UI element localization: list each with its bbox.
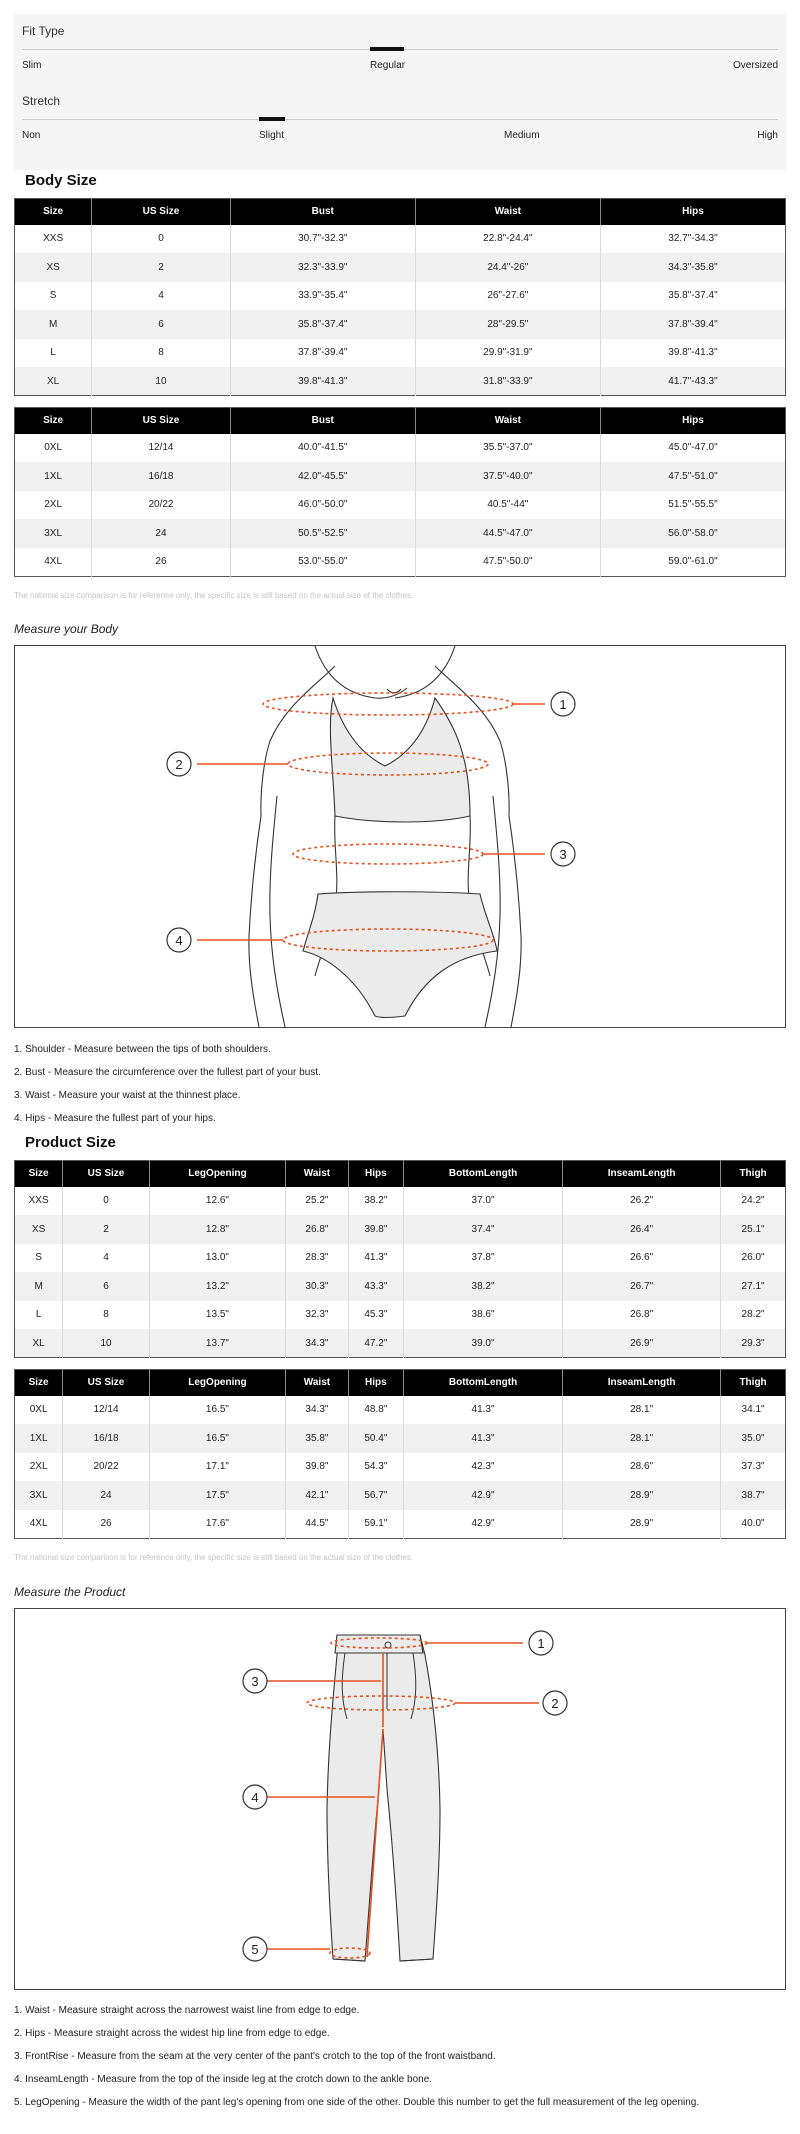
table-cell: 13.7": [149, 1329, 285, 1358]
column-header: US Size: [63, 1370, 150, 1396]
table-cell: 4: [63, 1244, 150, 1273]
column-header: Hips: [348, 1370, 403, 1396]
table-cell: 20/22: [92, 491, 231, 520]
body-note-4: 4. Hips - Measure the fullest part of your hips.: [14, 1113, 216, 1124]
table-row: [15, 1510, 786, 1539]
table-cell: 56.7": [348, 1481, 403, 1510]
table-cell: 25.1": [721, 1215, 786, 1244]
stretch-track: [22, 119, 778, 120]
table-cell: 38.2": [348, 1187, 403, 1216]
table-cell: 37.4": [403, 1215, 562, 1244]
table-cell: 37.8": [403, 1244, 562, 1273]
column-header: LegOpening: [149, 1370, 285, 1396]
table-row: [15, 310, 786, 339]
fit-panel: [14, 14, 786, 170]
table-cell: 47.2": [348, 1329, 403, 1358]
column-header: BottomLength: [403, 1370, 562, 1396]
product-size-reference-note: The national size comparison is for reference only, the specific size is still based on the actual size of the clothes.: [14, 1553, 414, 1562]
column-header: InseamLength: [563, 1161, 721, 1187]
table-cell: 44.5"-47.0": [415, 519, 600, 548]
table-cell: 48.8": [348, 1396, 403, 1425]
table-cell: 24: [92, 519, 231, 548]
table-cell: XL: [15, 1329, 63, 1358]
table-cell: 39.8": [286, 1453, 349, 1482]
table-cell: 41.7"-43.3": [600, 367, 785, 396]
table-cell: 28.9": [563, 1481, 721, 1510]
table-cell: 26.8": [286, 1215, 349, 1244]
table-cell: 40.0": [741, 1518, 765, 1529]
table-cell: 29.3": [721, 1329, 786, 1358]
column-header: LegOpening: [149, 1161, 285, 1187]
column-header: Size: [15, 199, 92, 225]
fit-type-option-slim: Slim: [22, 60, 42, 71]
table-cell: 35.8": [286, 1424, 349, 1453]
body-measure-illustration: [14, 645, 786, 1028]
table-cell: 37.3": [741, 1461, 765, 1473]
product-size-title: Product Size: [25, 1134, 116, 1151]
table-cell: 27.1": [721, 1272, 786, 1301]
table-cell: 10: [92, 367, 231, 396]
table-cell: 42.0"-45.5": [230, 462, 415, 491]
table-cell: 2XL: [15, 491, 92, 520]
marker-4-label: 4: [175, 933, 183, 948]
table-cell: 2XL: [15, 1453, 63, 1482]
table-cell: 41.3": [403, 1396, 562, 1425]
column-header: US Size: [63, 1161, 150, 1187]
table-cell: 32.3"-33.9": [230, 253, 415, 282]
table-cell: 26.8": [563, 1301, 721, 1330]
stretch-label: Stretch: [22, 94, 61, 108]
table-cell: 47.5"-51.0": [600, 462, 785, 491]
table-cell: 8: [92, 339, 231, 368]
table-cell: 59.0"-61.0": [668, 556, 718, 567]
body-note-1: 1. Shoulder - Measure between the tips of both shoulders.: [14, 1044, 271, 1055]
stretch-option-slight: Slight: [259, 130, 285, 141]
table-row: [15, 1272, 786, 1301]
table-row: [15, 1187, 786, 1216]
table-cell: 32.7"-34.3": [668, 233, 718, 245]
product-note-5: 5. LegOpening - Measure the width of the pant leg's opening from one side of the other. Double this number to get the full measurement of the leg opening.: [14, 2097, 700, 2108]
table-cell: L: [15, 1301, 63, 1330]
table-cell: 30.3": [286, 1272, 349, 1301]
stretch-option-medium: Medium: [504, 130, 540, 141]
table-row: [15, 282, 786, 311]
column-header: Waist: [286, 1370, 349, 1396]
fit-type-option-regular: Regular: [370, 60, 406, 71]
stretch-option-non: Non: [22, 130, 41, 141]
column-header: Hips: [348, 1161, 403, 1187]
table-cell: 10: [63, 1329, 150, 1358]
table-cell: 28.2": [741, 1309, 765, 1321]
table-cell: XS: [15, 1215, 63, 1244]
table-cell: 26: [63, 1510, 150, 1539]
table-cell: XXS: [15, 1187, 63, 1216]
table-cell: 17.6": [149, 1510, 285, 1539]
table-cell: M: [15, 1272, 63, 1301]
column-header: Bust: [230, 408, 415, 434]
table-cell: 17.1": [149, 1453, 285, 1482]
table-cell: 37.5"-40.0": [415, 462, 600, 491]
table-cell: 3XL: [15, 519, 92, 548]
table-row: [15, 519, 786, 548]
table-cell: 42.9": [403, 1481, 562, 1510]
table-cell: 13.5": [149, 1301, 285, 1330]
marker-3-label: 3: [559, 847, 567, 862]
table-cell: 0XL: [15, 1396, 63, 1425]
table-cell: 28.3": [286, 1244, 349, 1273]
measure-product-heading: Measure the Product: [14, 1585, 126, 1599]
table-cell: 41.3": [348, 1244, 403, 1273]
table-cell: 59.1": [348, 1510, 403, 1539]
table-cell: 44.5": [286, 1510, 349, 1539]
table-cell: 45.3": [348, 1301, 403, 1330]
table-cell: 41.3": [403, 1424, 562, 1453]
table-header-row: [15, 408, 786, 434]
product-note-1: 1. Waist - Measure straight across the narrowest waist line from edge to edge.: [14, 2005, 360, 2016]
pants-figure-icon: [15, 1609, 785, 1989]
table-cell: 2: [63, 1215, 150, 1244]
table-cell: 56.0"-58.0": [600, 519, 785, 548]
table-cell: 1XL: [15, 1424, 63, 1453]
table-cell: 0: [92, 225, 231, 254]
table-cell: 16.5": [149, 1424, 285, 1453]
table-cell: 12.8": [149, 1215, 285, 1244]
table-row: [15, 253, 786, 282]
table-cell: 43.3": [348, 1272, 403, 1301]
marker-2-label: 2: [175, 757, 183, 772]
column-header: Thigh: [721, 1370, 786, 1396]
table-cell: 4: [92, 282, 231, 311]
column-header: US Size: [92, 199, 231, 225]
table-cell: 8: [63, 1301, 150, 1330]
table-cell: 45.0"-47.0": [668, 442, 718, 454]
table-cell: 12/14: [92, 434, 231, 463]
table-cell: 50.4": [348, 1424, 403, 1453]
table-cell: 0XL: [15, 434, 92, 463]
marker-1-label: 1: [537, 1636, 545, 1651]
table-cell: 28.6": [563, 1453, 721, 1482]
column-header: Bust: [230, 199, 415, 225]
table-cell: XXS: [15, 225, 92, 254]
product-note-3: 3. FrontRise - Measure from the seam at the very center of the pant's crotch to the top of the front waistband.: [14, 2051, 496, 2062]
table-row: [15, 548, 786, 577]
product-note-4: 4. InseamLength - Measure from the top of the inside leg at the crotch down to the ankle bone.: [14, 2074, 433, 2085]
table-cell: 35.0": [721, 1424, 786, 1453]
table-cell: XS: [15, 253, 92, 282]
body-figure-icon: [15, 646, 785, 1027]
body-size-table-standard: [14, 198, 786, 396]
table-cell: 28"-29.5": [415, 310, 600, 339]
marker-1-label: 1: [559, 697, 567, 712]
table-row: [15, 1215, 786, 1244]
table-cell: 16/18: [92, 462, 231, 491]
table-row: [15, 1301, 786, 1330]
table-cell: 13.2": [149, 1272, 285, 1301]
table-header-row: [15, 1370, 786, 1396]
table-row: [15, 462, 786, 491]
table-cell: 4XL: [15, 548, 92, 577]
product-size-table-plus: [14, 1369, 786, 1539]
table-cell: 35.8"-37.4": [230, 310, 415, 339]
table-row: [15, 1424, 786, 1453]
table-cell: 26.0": [741, 1252, 765, 1264]
product-note-2: 2. Hips - Measure straight across the widest hip line from edge to edge.: [14, 2028, 330, 2039]
table-row: [15, 367, 786, 396]
table-cell: 39.8"-41.3": [668, 347, 718, 359]
product-size-table-standard: [14, 1160, 786, 1358]
table-cell: 28.1": [563, 1424, 721, 1453]
column-header: Waist: [415, 199, 600, 225]
table-cell: 1XL: [15, 462, 92, 491]
table-cell: 34.3"-35.8": [600, 253, 785, 282]
table-cell: 17.5": [149, 1481, 285, 1510]
column-header: Size: [15, 1370, 63, 1396]
table-cell: 39.0": [403, 1329, 562, 1358]
table-cell: 29.9"-31.9": [415, 339, 600, 368]
fit-type-option-oversized: Oversized: [732, 60, 778, 71]
column-header: InseamLength: [563, 1370, 721, 1396]
table-header-row: [15, 1161, 786, 1187]
table-cell: 42.1": [286, 1481, 349, 1510]
table-cell: 12/14: [63, 1396, 150, 1425]
table-cell: 34.3": [286, 1329, 349, 1358]
table-cell: 39.8"-41.3": [230, 367, 415, 396]
table-row: [15, 1453, 786, 1482]
table-cell: 37.8"-39.4": [600, 310, 785, 339]
table-cell: L: [15, 339, 92, 368]
table-cell: 38.6": [403, 1301, 562, 1330]
table-cell: 6: [63, 1272, 150, 1301]
table-cell: 3XL: [15, 1481, 63, 1510]
table-cell: 28.1": [563, 1396, 721, 1425]
marker-2-label: 2: [551, 1696, 559, 1711]
measure-body-heading: Measure your Body: [14, 622, 119, 636]
column-header: Thigh: [721, 1161, 786, 1187]
stretch-option-high: High: [757, 130, 778, 141]
table-cell: 6: [92, 310, 231, 339]
table-cell: 35.8"-37.4": [668, 290, 718, 302]
table-cell: 53.0"-55.0": [230, 548, 415, 577]
table-row: [15, 1481, 786, 1510]
table-cell: 26.6": [563, 1244, 721, 1273]
table-row: [15, 491, 786, 520]
table-cell: 2: [92, 253, 231, 282]
table-cell: 51.5"-55.5": [668, 499, 718, 511]
table-cell: 20/22: [63, 1453, 150, 1482]
table-row: [15, 225, 786, 254]
table-cell: 30.7"-32.3": [230, 225, 415, 254]
table-cell: 42.9": [403, 1510, 562, 1539]
table-cell: 40.5"-44": [415, 491, 600, 520]
column-header: Hips: [600, 199, 785, 225]
table-cell: 38.2": [403, 1272, 562, 1301]
table-cell: 26.2": [563, 1187, 721, 1216]
table-cell: 54.3": [348, 1453, 403, 1482]
body-note-3: 3. Waist - Measure your waist at the thinnest place.: [14, 1090, 241, 1101]
table-cell: 24.2": [741, 1195, 765, 1207]
table-cell: 37.0": [403, 1187, 562, 1216]
table-cell: 4XL: [15, 1510, 63, 1539]
table-cell: 50.5"-52.5": [230, 519, 415, 548]
table-cell: 31.8"-33.9": [415, 367, 600, 396]
table-cell: 26: [92, 548, 231, 577]
table-row: [15, 1396, 786, 1425]
table-cell: 46.0"-50.0": [230, 491, 415, 520]
column-header: Waist: [415, 408, 600, 434]
table-cell: 34.3": [286, 1396, 349, 1425]
table-cell: 25.2": [286, 1187, 349, 1216]
fit-type-selected-marker: [370, 47, 404, 51]
table-cell: 22.8"-24.4": [415, 225, 600, 254]
column-header: Size: [15, 408, 92, 434]
table-cell: 26.9": [563, 1329, 721, 1358]
column-header: Hips: [600, 408, 785, 434]
column-header: BottomLength: [403, 1161, 562, 1187]
fit-type-label: Fit Type: [22, 24, 65, 38]
table-cell: 24: [63, 1481, 150, 1510]
table-cell: 39.8": [348, 1215, 403, 1244]
table-row: [15, 1329, 786, 1358]
table-cell: 40.0"-41.5": [230, 434, 415, 463]
table-cell: 35.5"-37.0": [415, 434, 600, 463]
column-header: Waist: [286, 1161, 349, 1187]
table-cell: XL: [15, 367, 92, 396]
table-cell: 26.7": [563, 1272, 721, 1301]
table-cell: 26"-27.6": [415, 282, 600, 311]
table-cell: 16/18: [63, 1424, 150, 1453]
table-cell: 28.9": [563, 1510, 721, 1539]
table-cell: 47.5"-50.0": [415, 548, 600, 577]
product-measure-illustration: [14, 1608, 786, 1990]
table-row: [15, 434, 786, 463]
body-size-reference-note: The national size comparison is for reference only, the specific size is still based on the actual size of the clothes.: [14, 591, 414, 600]
table-cell: 33.9"-35.4": [230, 282, 415, 311]
body-note-2: 2. Bust - Measure the circumference over the fullest part of your bust.: [14, 1067, 321, 1078]
table-cell: 12.6": [149, 1187, 285, 1216]
marker-4-label: 4: [251, 1790, 259, 1805]
column-header: US Size: [92, 408, 231, 434]
table-cell: 42.3": [403, 1453, 562, 1482]
table-cell: 32.3": [286, 1301, 349, 1330]
table-cell: 24.4"-26": [415, 253, 600, 282]
table-cell: 13.0": [149, 1244, 285, 1273]
table-row: [15, 1244, 786, 1273]
table-cell: 37.8"-39.4": [230, 339, 415, 368]
table-cell: S: [15, 282, 92, 311]
table-cell: S: [15, 1244, 63, 1273]
table-cell: M: [15, 310, 92, 339]
table-header-row: [15, 199, 786, 225]
stretch-selected-marker: [259, 117, 285, 121]
table-cell: 16.5": [149, 1396, 285, 1425]
table-cell: 26.4": [563, 1215, 721, 1244]
body-size-table-plus: [14, 407, 786, 577]
body-size-title: Body Size: [25, 172, 97, 189]
table-cell: 0: [63, 1187, 150, 1216]
marker-3-label: 3: [251, 1674, 259, 1689]
marker-5-label: 5: [251, 1942, 259, 1957]
table-cell: 34.1": [741, 1404, 765, 1416]
table-row: [15, 339, 786, 368]
column-header: Size: [15, 1161, 63, 1187]
table-cell: 38.7": [721, 1481, 786, 1510]
